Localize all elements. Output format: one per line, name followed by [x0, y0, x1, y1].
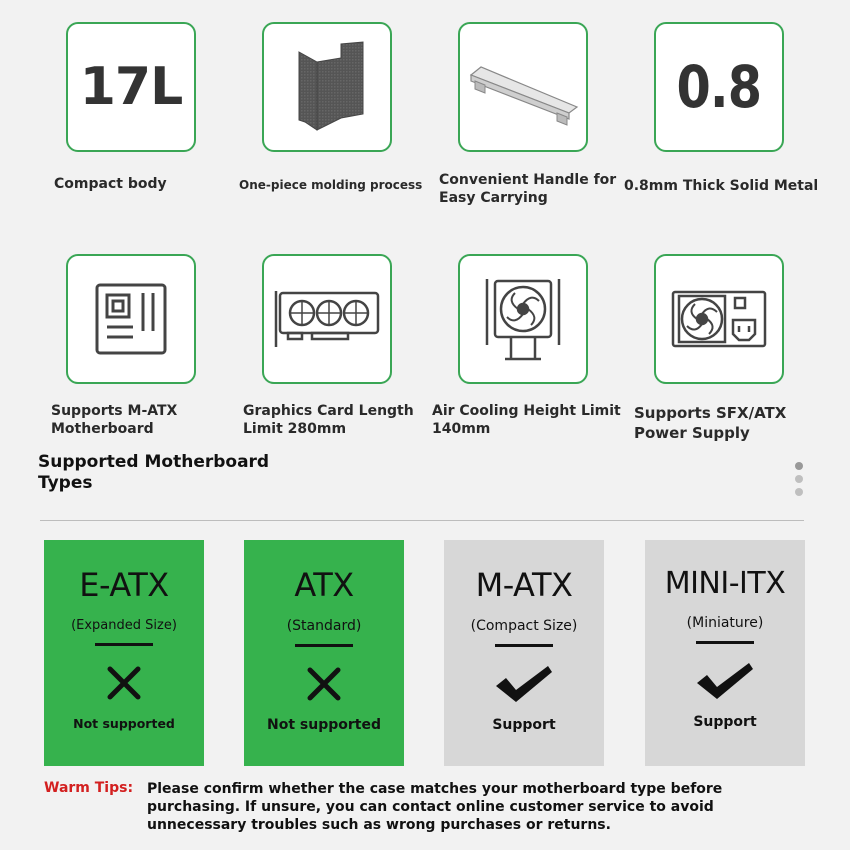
mb-divider — [495, 644, 553, 647]
metal-thickness-icon: 0.8 — [676, 53, 762, 121]
handle-icon — [465, 47, 581, 127]
feature-label-handle: Convenient Handle for Easy Carrying — [439, 172, 617, 206]
mb-divider — [696, 641, 754, 644]
feature-label-metal: 0.8mm Thick Solid Metal — [624, 178, 819, 194]
feature-box-cooler — [458, 254, 588, 384]
checkmark-icon — [695, 658, 755, 704]
feature-box-handle — [458, 22, 588, 152]
feature-box-metal — [654, 22, 784, 152]
mb-status: Support — [492, 717, 556, 733]
checkmark-icon — [494, 661, 554, 707]
mb-card-atx — [244, 540, 404, 766]
air-cooler-icon — [481, 273, 565, 365]
warm-tips-text: Please confirm whether the case matches your motherboard type before purchasing. If unsure, you can contact online customer service to avoid unnecessary troubles such as wrong purchases or returns. — [147, 781, 723, 833]
compact-body-icon: 17L — [79, 57, 183, 117]
feature-label-graphics: Graphics Card Length Limit 280mm — [243, 403, 414, 437]
one-piece-panel-icon — [277, 32, 377, 142]
mb-sub: (Compact Size) — [470, 618, 578, 634]
section-divider — [40, 520, 804, 521]
mb-sub: (Miniature) — [686, 615, 764, 631]
feature-box-psu — [654, 254, 784, 384]
mb-divider — [295, 644, 353, 647]
mb-name: E-ATX — [79, 566, 169, 604]
feature-box-compact — [66, 22, 196, 152]
feature-box-graphics — [262, 254, 392, 384]
mb-status: Support — [693, 714, 757, 730]
cross-icon — [306, 661, 342, 707]
mb-name: MINI-ITX — [664, 566, 786, 601]
mb-card-matx — [444, 540, 604, 766]
feature-label-molding: One-piece molding process — [239, 178, 423, 192]
cross-icon — [106, 660, 142, 706]
feature-label-motherboard: Supports M-ATX Motherboard — [51, 403, 178, 437]
mb-divider — [95, 643, 153, 646]
mb-status: Not supported — [73, 716, 175, 731]
feature-box-motherboard — [66, 254, 196, 384]
feature-label-compact: Compact body — [54, 176, 167, 192]
mb-sub: (Standard) — [286, 618, 362, 634]
feature-box-molding — [262, 22, 392, 152]
warm-tips-label: Warm Tips: — [44, 780, 134, 796]
motherboard-icon — [93, 281, 169, 357]
pagination-dots[interactable] — [795, 462, 803, 501]
mb-card-miniitx — [645, 540, 805, 766]
mb-sub: (Expanded Size) — [71, 618, 177, 633]
feature-label-cooler: Air Cooling Height Limit 140mm — [432, 403, 621, 437]
feature-label-psu: Supports SFX/ATX Power Supply — [634, 404, 787, 442]
mb-status: Not supported — [267, 717, 381, 733]
mb-name: M-ATX — [475, 566, 573, 604]
graphics-card-icon — [272, 287, 382, 351]
power-supply-icon — [669, 288, 769, 350]
mb-card-eatx — [44, 540, 204, 766]
section-title: Supported Motherboard Types — [38, 452, 270, 493]
mb-name: ATX — [294, 566, 354, 604]
